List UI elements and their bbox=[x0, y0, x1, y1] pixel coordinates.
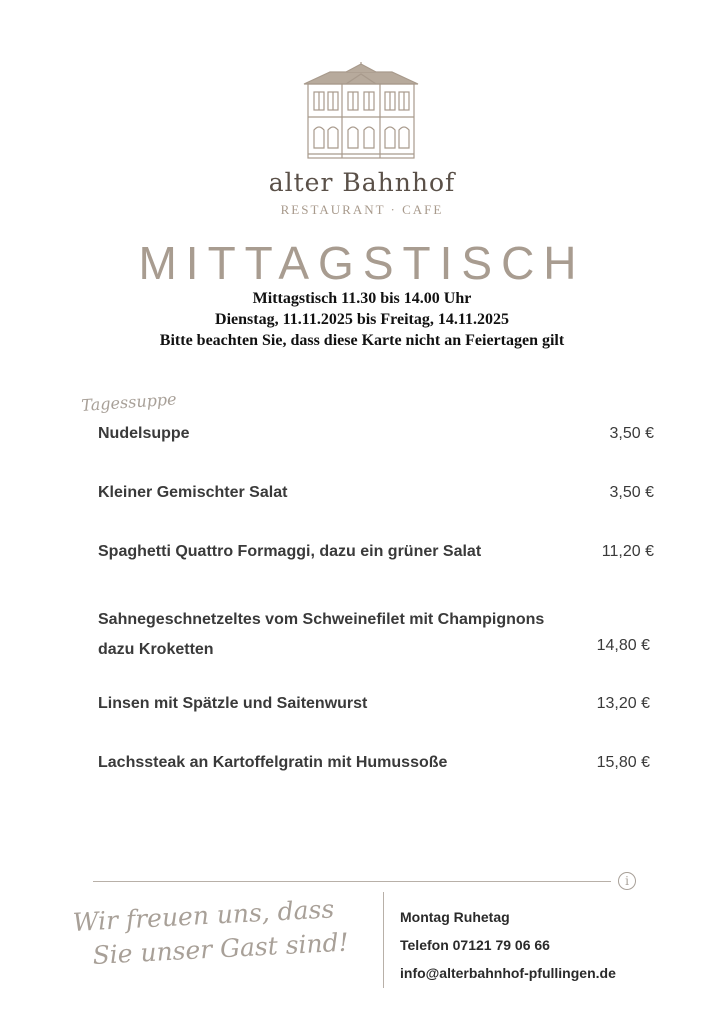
email-text[interactable]: info@alterbahnhof-pfullingen.de bbox=[400, 965, 616, 981]
menu-item-name: Lachssteak an Kartoffelgratin mit Humussoße bbox=[98, 754, 448, 771]
info-circle-icon: i bbox=[618, 872, 636, 890]
section-tag-tagessuppe: Tagessuppe bbox=[80, 389, 178, 415]
date-range-line: Dienstag, 11.11.2025 bis Freitag, 14.11.2025 bbox=[215, 311, 509, 328]
menu-item-price: 15,80 € bbox=[596, 754, 650, 771]
menu-item-price: 14,80 € bbox=[596, 637, 650, 654]
menu-item-name: Linsen mit Spätzle und Saitenwurst bbox=[98, 695, 368, 712]
menu-item-price: 3,50 € bbox=[609, 484, 654, 501]
menu-item-name: Nudelsuppe bbox=[98, 425, 190, 442]
slogan-line2: Sie unser Gast sind! bbox=[91, 927, 350, 970]
footer-vertical-divider bbox=[383, 892, 384, 988]
brand-subtitle: RESTAURANT · CAFE bbox=[280, 202, 444, 217]
menu-item-name-line2: dazu Kroketten bbox=[98, 641, 214, 658]
menu-item-name bbox=[98, 605, 568, 665]
menu-item-price: 3,50 € bbox=[609, 425, 654, 442]
page-title: MITTAGSTISCH bbox=[138, 237, 586, 289]
holiday-notice-line: Bitte beachten Sie, dass diese Karte nicht an Feiertagen gilt bbox=[159, 332, 565, 349]
closed-day-text: Montag Ruhetag bbox=[400, 909, 510, 925]
menu-item-price: 11,20 € bbox=[601, 543, 654, 560]
menu-item-name-line1: Sahnegeschnetzeltes vom Schweinefilet mit Champignons bbox=[98, 611, 545, 628]
slogan bbox=[72, 892, 349, 974]
footer-divider-line bbox=[93, 881, 611, 882]
menu-item-name: Spaghetti Quattro Formaggi, dazu ein grüner Salat bbox=[98, 543, 482, 560]
slogan-line1: Wir freuen uns, dass bbox=[72, 894, 335, 937]
train-station-building-icon bbox=[300, 62, 422, 162]
brand-name: alter Bahnhof bbox=[268, 168, 456, 197]
phone-text: Telefon 07121 79 06 66 bbox=[400, 937, 550, 953]
hours-line: Mittagstisch 11.30 bis 14.00 Uhr bbox=[252, 290, 472, 307]
menu-item-price: 13,20 € bbox=[596, 695, 650, 712]
menu-item-name: Kleiner Gemischter Salat bbox=[98, 484, 288, 501]
